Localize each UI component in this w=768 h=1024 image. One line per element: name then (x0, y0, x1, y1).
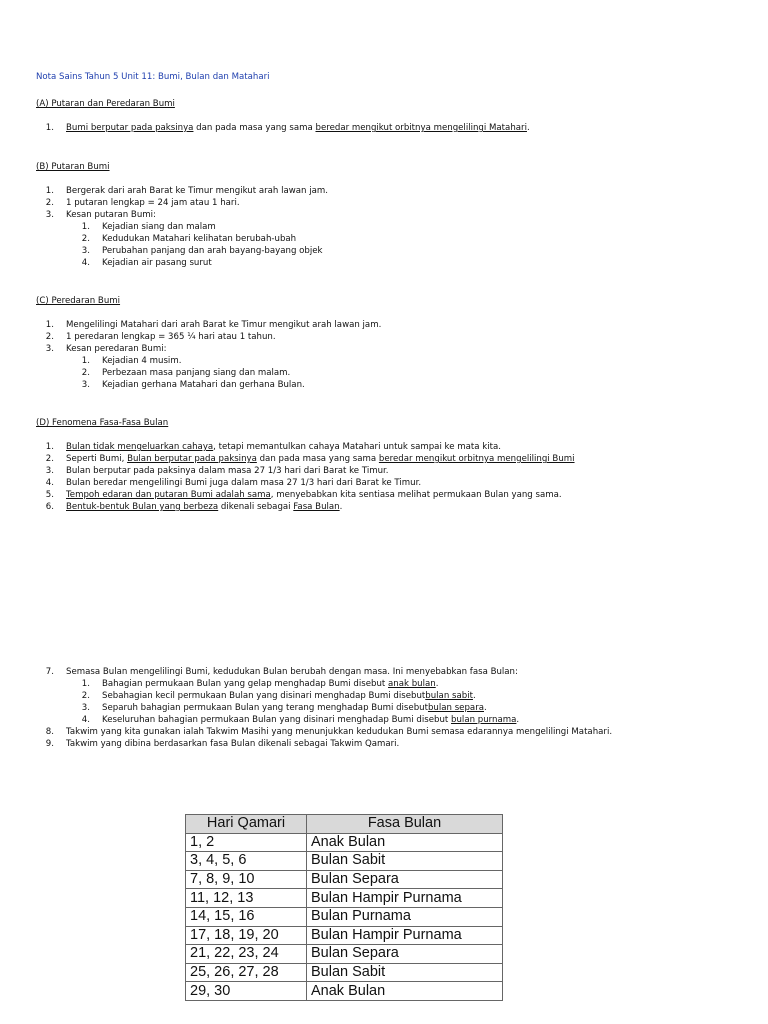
page-title: Nota Sains Tahun 5 Unit 11: Bumi, Bulan dan Matahari (36, 72, 270, 82)
item-number: 3. (81, 380, 90, 390)
table-cell: Bulan Sabit (307, 963, 503, 982)
item-text-underlined: anak bulan (388, 679, 436, 689)
item-number: 7. (45, 667, 54, 677)
item-text-underlined: beredar mengikut orbitnya mengelilingi Bumi (378, 454, 575, 464)
item-text: Kesan putaran Bumi: (66, 210, 156, 220)
section-a-heading: (A) Putaran dan Peredaran Bumi (36, 99, 175, 109)
table-row (186, 870, 503, 889)
table-cell: 21, 22, 23, 24 (186, 945, 307, 964)
table-row (186, 926, 503, 945)
sub-list-item (76, 221, 216, 233)
item-text: . (526, 123, 530, 133)
table-cell: Bulan Separa (307, 870, 503, 889)
item-number: 3. (81, 703, 90, 713)
qamari-table (185, 814, 503, 1001)
list-item (36, 197, 240, 209)
sub-list-item (76, 702, 487, 714)
item-text: Sebahagian kecil permukaan Bulan yang disinari menghadap Bumi disebut (102, 691, 426, 701)
table-cell: Bulan Separa (307, 945, 503, 964)
item-number: 2. (81, 368, 90, 378)
item-text: Seperti Bumi, (66, 454, 128, 464)
item-number: 1. (81, 679, 90, 689)
table-cell: Bulan Purnama (307, 907, 503, 926)
item-text: Semasa Bulan mengelilingi Bumi, kedudukan Bulan berubah dengan masa. Ini menyebabkan fasa Bulan: (66, 667, 518, 677)
item-number: 1. (45, 123, 54, 133)
table-cell: Anak Bulan (307, 833, 503, 852)
item-text: Bulan beredar mengelilingi Bumi juga dalam masa 27 1/3 hari dari Barat ke Timur. (66, 478, 422, 488)
item-text: Takwim yang kita gunakan ialah Takwim Masihi yang menunjukkan kedudukan Bumi semasa edarannya mengelilingi Matahari. (66, 727, 613, 737)
table-cell: 7, 8, 9, 10 (186, 870, 307, 889)
item-number: 2. (81, 234, 90, 244)
item-text: Perbezaan masa panjang siang dan malam. (102, 368, 291, 378)
table-cell: Bulan Hampir Purnama (307, 926, 503, 945)
item-text: dan pada masa yang sama (193, 123, 316, 133)
sub-list-item (76, 233, 296, 245)
table-header-fasa: Fasa Bulan (307, 815, 503, 834)
item-text: Kejadian gerhana Matahari dan gerhana Bulan. (102, 380, 305, 390)
section-b-heading: (B) Putaran Bumi (36, 162, 110, 172)
item-text: Kedudukan Matahari kelihatan berubah-ubah (102, 234, 297, 244)
list-item (36, 726, 612, 738)
item-text: . (516, 715, 520, 725)
list-item (36, 209, 156, 221)
list-item (36, 331, 276, 343)
item-text: , tetapi memantulkan cahaya Matahari untuk sampai ke mata kita. (213, 442, 501, 452)
item-text: 1 peredaran lengkap = 365 ¼ hari atau 1 tahun. (66, 332, 276, 342)
item-text: Kejadian air pasang surut (102, 258, 212, 268)
table-cell: 11, 12, 13 (186, 889, 307, 908)
item-text: Takwim yang dibina berdasarkan fasa Bulan dikenali sebagai Takwim Qamari. (66, 739, 400, 749)
table-cell: Bulan Sabit (307, 852, 503, 871)
table-header-hari: Hari Qamari (186, 815, 307, 834)
item-number: 3. (45, 210, 54, 220)
table-row (186, 963, 503, 982)
item-text: Bahagian permukaan Bulan yang gelap menghadap Bumi disebut (102, 679, 389, 689)
item-text: dikenali sebagai (218, 502, 294, 512)
table-cell: 14, 15, 16 (186, 907, 307, 926)
item-number: 1. (45, 442, 54, 452)
item-text-underlined: bulan sabit (425, 691, 473, 701)
item-text: . (484, 703, 487, 713)
sub-list-item (76, 257, 212, 269)
table-cell: Bulan Hampir Purnama (307, 889, 503, 908)
item-number: 1. (45, 186, 54, 196)
item-number: 3. (45, 344, 54, 354)
list-item (36, 122, 530, 134)
list-item (36, 319, 381, 331)
table-cell: 29, 30 (186, 982, 307, 1001)
table-cell: 1, 2 (186, 833, 307, 852)
item-text-underlined: bulan purnama (451, 715, 517, 725)
item-text: dan pada masa yang sama (256, 454, 379, 464)
item-text: . (339, 502, 343, 512)
item-number: 2. (45, 198, 54, 208)
list-item (36, 501, 342, 513)
section-c-heading: (C) Peredaran Bumi (36, 296, 121, 306)
item-number: 2. (81, 691, 90, 701)
list-item (36, 666, 518, 678)
table-row (186, 982, 503, 1001)
item-number: 9. (45, 739, 54, 749)
list-item (36, 343, 167, 355)
item-text: Kejadian siang dan malam (102, 222, 216, 232)
item-number: 1. (81, 222, 90, 232)
list-item (36, 453, 575, 465)
item-text: 1 putaran lengkap = 24 jam atau 1 hari. (66, 198, 240, 208)
table-row (186, 907, 503, 926)
item-number: 3. (81, 246, 90, 256)
table-cell: 17, 18, 19, 20 (186, 926, 307, 945)
list-item (36, 489, 562, 501)
item-text: . (435, 679, 439, 689)
sub-list-item (76, 678, 438, 690)
list-item (36, 441, 501, 453)
item-text: Bulan berputar pada paksinya dalam masa 27 1/3 hari dari Barat ke Timur. (66, 466, 389, 476)
table-row (186, 852, 503, 871)
item-text-underlined: Bulan berputar pada paksinya (127, 454, 257, 464)
item-text: Kesan peredaran Bumi: (66, 344, 167, 354)
item-text-underlined: Tempoh edaran dan putaran Bumi adalah sama (66, 490, 271, 500)
item-number: 1. (81, 356, 90, 366)
item-text: , menyebabkan kita sentiasa melihat permukaan Bulan yang sama. (270, 490, 562, 500)
list-item (36, 477, 421, 489)
item-text: Keseluruhan bahagian permukaan Bulan yang disinari menghadap Bumi disebut (102, 715, 452, 725)
item-text: Bergerak dari arah Barat ke Timur mengikut arah lawan jam. (66, 186, 328, 196)
list-item (36, 738, 399, 750)
table-cell: Anak Bulan (307, 982, 503, 1001)
item-text: Mengelilingi Matahari dari arah Barat ke Timur mengikut arah lawan jam. (66, 320, 382, 330)
item-number: 4. (45, 478, 54, 488)
item-text-underlined: beredar mengikut orbitnya mengelilingi Matahari (315, 123, 527, 133)
sub-list-item (76, 379, 305, 391)
item-number: 2. (45, 454, 54, 464)
sub-list-item (76, 355, 181, 367)
list-item (36, 465, 389, 477)
item-number: 4. (81, 258, 90, 268)
table-header-row (186, 815, 503, 834)
item-number: 1. (45, 320, 54, 330)
item-text-underlined: Fasa Bulan (293, 502, 340, 512)
item-number: 5. (45, 490, 54, 500)
table-cell: 3, 4, 5, 6 (186, 852, 307, 871)
item-number: 4. (81, 715, 90, 725)
item-text: Perubahan panjang dan arah bayang-bayang objek (102, 246, 323, 256)
item-number: 6. (45, 502, 54, 512)
item-number: 3. (45, 466, 54, 476)
table-row (186, 945, 503, 964)
sub-list-item (76, 690, 476, 702)
item-number: 2. (45, 332, 54, 342)
table-cell: 25, 26, 27, 28 (186, 963, 307, 982)
table-row (186, 833, 503, 852)
section-d-heading: (D) Fenomena Fasa-Fasa Bulan (36, 418, 169, 428)
item-text-underlined: Bumi berputar pada paksinya (66, 123, 194, 133)
item-text: . (472, 691, 476, 701)
item-text-underlined: Bulan tidak mengeluarkan cahaya (66, 442, 214, 452)
sub-list-item (76, 245, 323, 257)
list-item (36, 185, 328, 197)
item-text-underlined: Bentuk-bentuk Bulan yang berbeza (66, 502, 219, 512)
item-text-underlined: bulan separa (427, 703, 484, 713)
item-number: 8. (45, 727, 54, 737)
item-text: Separuh bahagian permukaan Bulan yang terang menghadap Bumi disebut (102, 703, 428, 713)
sub-list-item (76, 367, 290, 379)
table-row (186, 889, 503, 908)
sub-list-item (76, 714, 519, 726)
item-text: Kejadian 4 musim. (102, 356, 182, 366)
